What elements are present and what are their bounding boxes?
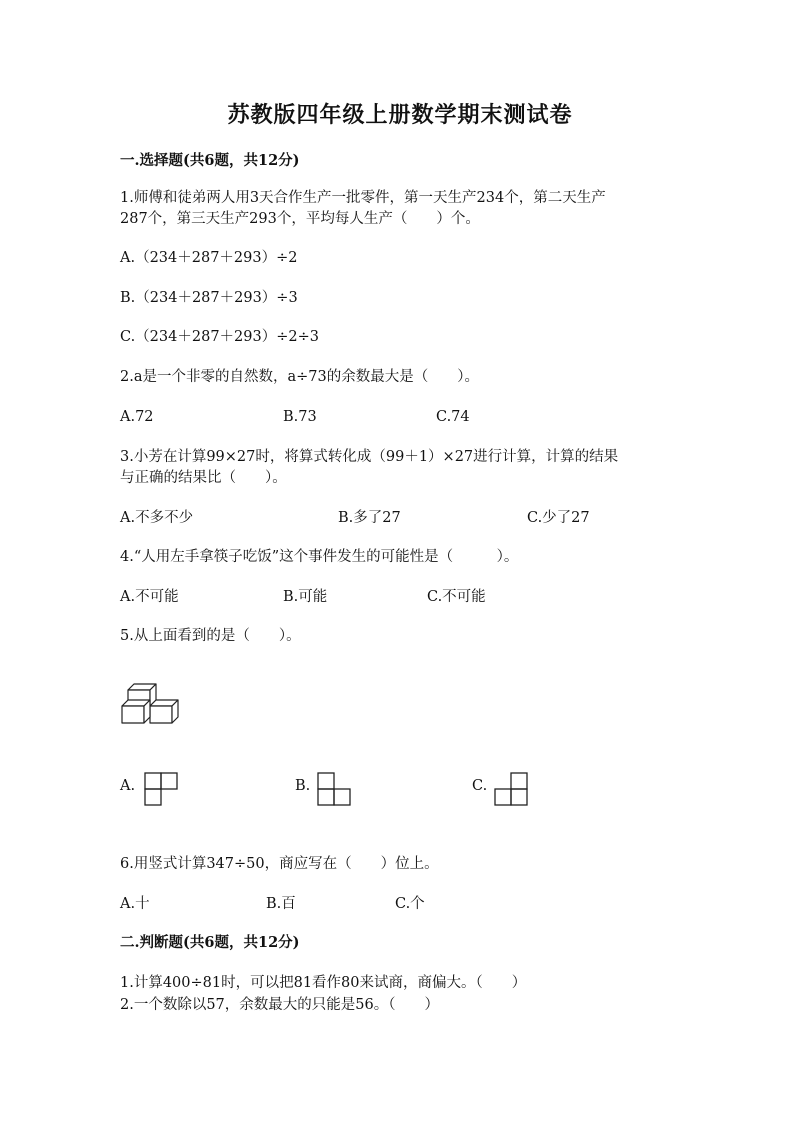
question-3-line-2: 与正确的结果比（ ）。 — [120, 470, 287, 486]
question-5-option-c[interactable]: C. — [472, 778, 488, 794]
judgement-item-2: 2.一个数除以57，余数最大的只能是56。（ ） — [120, 997, 439, 1013]
question-6-option-a[interactable]: A.十 — [120, 896, 150, 912]
question-6-option-c[interactable]: C.个 — [395, 896, 425, 912]
question-4-option-c[interactable]: C.不可能 — [427, 589, 486, 605]
question-2-option-c[interactable]: C.74 — [436, 409, 470, 425]
judgement-item-1: 1.计算400÷81时，可以把81看作80来试商，商偏大。（ ） — [120, 975, 527, 991]
page-title: 苏教版四年级上册数学期末测试卷 — [227, 102, 573, 128]
option-a-top-view-figure — [144, 772, 178, 808]
question-1-option-a[interactable]: A.（234＋287＋293）÷2 — [120, 250, 298, 266]
question-1-option-c[interactable]: C.（234＋287＋293）÷2÷3 — [120, 329, 319, 345]
question-3-option-b[interactable]: B.多了27 — [338, 510, 401, 526]
question-1-line-2: 287个，第三天生产293个，平均每人生产（ ）个。 — [120, 211, 480, 227]
section-heading-judgement: 二.判断题(共6题，共12分) — [120, 934, 300, 951]
question-1-option-b[interactable]: B.（234＋287＋293）÷3 — [120, 290, 298, 306]
section-heading-choice: 一.选择题(共6题，共12分) — [120, 152, 300, 169]
question-2-option-a[interactable]: A.72 — [120, 409, 154, 425]
question-5-option-b[interactable]: B. — [295, 778, 311, 794]
question-3-option-c[interactable]: C.少了27 — [527, 510, 590, 526]
question-4-option-b[interactable]: B.可能 — [283, 589, 328, 605]
option-b-top-view-figure — [317, 772, 353, 808]
question-3-option-a[interactable]: A.不多不少 — [120, 510, 194, 526]
question-4-option-a[interactable]: A.不可能 — [120, 589, 179, 605]
question-6-option-b[interactable]: B.百 — [266, 896, 296, 912]
option-c-top-view-figure — [494, 772, 530, 808]
question-2-option-b[interactable]: B.73 — [283, 409, 317, 425]
question-4-line-1: 4.“人用左手拿筷子吃饭”这个事件发生的可能性是（ ）。 — [120, 549, 519, 565]
question-2-line-1: 2.a是一个非零的自然数，a÷73的余数最大是（ ）。 — [120, 369, 479, 385]
question-1-line-1: 1.师傅和徒弟两人用3天合作生产一批零件，第一天生产234个，第二天生产 — [120, 190, 606, 206]
question-5-option-a[interactable]: A. — [120, 778, 136, 794]
question-3-line-1: 3.小芳在计算99×27时，将算式转化成（99＋1）×27进行计算，计算的结果 — [120, 449, 619, 465]
cube-stack-figure — [120, 680, 182, 726]
question-6-line-1: 6.用竖式计算347÷50，商应写在（ ）位上。 — [120, 856, 439, 872]
question-5-line-1: 5.从上面看到的是（ ）。 — [120, 628, 301, 644]
